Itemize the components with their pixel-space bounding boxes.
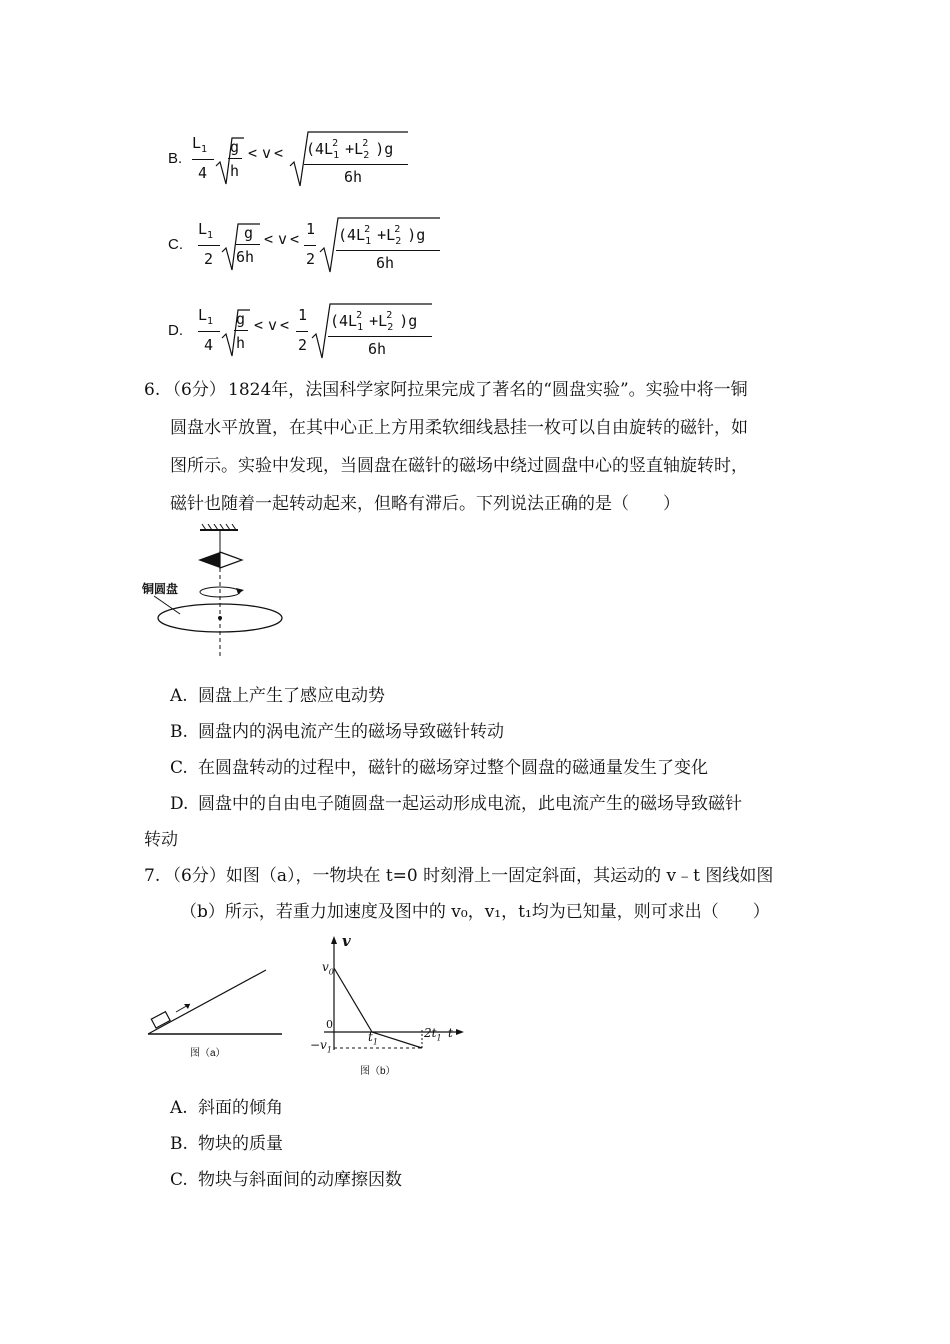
- figure-caption: 图（a）: [190, 1048, 226, 1059]
- option-label: C.: [170, 1170, 188, 1190]
- option-label: B.: [170, 1134, 188, 1154]
- option-text: 圆盘上产生了感应电动势: [198, 686, 385, 706]
- question-line: 磁针也随着一起转动起来，但略有滞后。下列说法正确的是（ ）: [170, 494, 680, 514]
- option-text: 圆盘内的涡电流产生的磁场导致磁针转动: [198, 722, 504, 742]
- less-than: <: [248, 144, 258, 162]
- question-number: 7.: [144, 866, 161, 886]
- less-than: <: [264, 230, 274, 248]
- frac-den: 4: [204, 336, 214, 354]
- sqrt-den: 6h: [344, 168, 363, 186]
- label-origin: 0: [326, 1018, 333, 1031]
- option-label: A.: [170, 686, 188, 706]
- option-text: 斜面的倾角: [198, 1098, 283, 1118]
- label-v0: $v_0$: [322, 960, 334, 977]
- fraction-bar: [192, 159, 214, 160]
- option-text: 在圆盘转动的过程中，磁针的磁场穿过整个圆盘的磁通量发生了变化: [198, 758, 708, 778]
- variable-v: v: [278, 230, 288, 248]
- sqrt-sign-icon: [220, 306, 250, 360]
- question-score: （6分）: [164, 380, 226, 400]
- question-line: （6分）如图（a），一物块在 t=0 时刻滑上一固定斜面，其运动的 v﹣t 图线如图: [164, 866, 774, 886]
- copper-disk-figure: [140, 524, 300, 664]
- half-den: 2: [298, 336, 308, 354]
- q5-option-d[interactable]: [168, 300, 448, 364]
- question-line: 图所示。实验中发现，当圆盘在磁针的磁场中绕过圆盘中心的竖直轴旋转时，: [170, 456, 748, 476]
- sqrt-den: 6h: [376, 254, 395, 272]
- frac-den: 2: [204, 250, 214, 268]
- frac-num-L: $L_1$: [198, 220, 214, 241]
- sqrt-numerator: ($4L_1^2 +L_2^2$ )g: [338, 224, 426, 247]
- sqrt-den: 6h: [236, 248, 255, 266]
- option-label: C.: [170, 758, 188, 778]
- less-than: <: [290, 230, 300, 248]
- variable-v: v: [262, 144, 272, 162]
- option-text: 物块的质量: [198, 1134, 283, 1154]
- sqrt-num: g: [230, 138, 240, 156]
- fraction-bar: [228, 158, 242, 159]
- option-label: D.: [170, 794, 189, 814]
- vt-graph-figure-b: [310, 930, 470, 1080]
- option-text-wrap: 转动: [144, 830, 178, 850]
- less-than: <: [274, 144, 284, 162]
- frac-den: 4: [198, 164, 208, 182]
- option-text: 圆盘中的自由电子随圆盘一起运动形成电流，此电流产生的磁场导致磁针: [198, 794, 742, 814]
- sqrt-den: h: [230, 162, 240, 180]
- fraction-bar: [336, 250, 440, 251]
- option-text: 物块与斜面间的动摩擦因数: [198, 1170, 402, 1190]
- question-line: 圆盘水平放置，在其中心正上方用柔软细线悬挂一枚可以自由旋转的磁针，如: [170, 418, 748, 438]
- axis-label-v: v: [342, 932, 351, 950]
- fraction-bar: [304, 245, 316, 246]
- frac-num-L: $L_1$: [192, 134, 208, 155]
- fraction-bar: [198, 245, 220, 246]
- half-den: 2: [306, 250, 316, 268]
- less-than: <: [280, 316, 290, 334]
- sqrt-sign-icon: [214, 134, 244, 188]
- fraction-bar: [328, 336, 432, 337]
- fraction-bar: [304, 164, 408, 165]
- incline-diagram: [142, 962, 287, 1042]
- half-num: 1: [306, 220, 316, 238]
- fraction-bar: [198, 331, 220, 332]
- fraction-bar: [236, 244, 260, 245]
- option-label: A.: [170, 1098, 188, 1118]
- axis-label-t: t: [448, 1026, 453, 1040]
- vt-graph: [310, 930, 470, 1060]
- frac-num-L: $L_1$: [198, 306, 214, 327]
- sqrt-numerator: ($4L_1^2 +L_2^2$ )g: [330, 310, 418, 333]
- sqrt-num: g: [244, 224, 254, 242]
- option-label: B.: [170, 722, 188, 742]
- question-number: 6.: [144, 380, 161, 400]
- half-num: 1: [298, 306, 308, 324]
- sqrt-num: g: [236, 310, 246, 328]
- sqrt-numerator: ($4L_1^2 +L_2^2$ )g: [306, 138, 394, 161]
- option-label: B.: [168, 150, 183, 167]
- figure-caption: 图（b）: [360, 1066, 396, 1077]
- option-label: C.: [168, 236, 183, 253]
- question-line: （b）所示，若重力加速度及图中的 v₀，v₁，t₁均为已知量，则可求出（ ）: [180, 902, 770, 922]
- variable-v: v: [268, 316, 278, 334]
- q5-option-c[interactable]: [168, 214, 448, 278]
- label-neg-v1: $-v_1$: [310, 1038, 332, 1055]
- question-line: 1824年，法国科学家阿拉果完成了著名的“圆盘实验”。实验中将一铜: [228, 380, 748, 400]
- incline-figure-a: [142, 962, 287, 1062]
- fraction-bar: [234, 330, 248, 331]
- option-label: D.: [168, 322, 183, 339]
- q5-option-b[interactable]: [168, 128, 428, 192]
- disk-label: 铜圆盘: [142, 582, 179, 596]
- label-2t1: $2t_1$: [424, 1026, 442, 1043]
- less-than: <: [254, 316, 264, 334]
- fraction-bar: [296, 331, 308, 332]
- sqrt-den: 6h: [368, 340, 387, 358]
- sqrt-den: h: [236, 334, 246, 352]
- label-t1: $t_1$: [368, 1030, 378, 1047]
